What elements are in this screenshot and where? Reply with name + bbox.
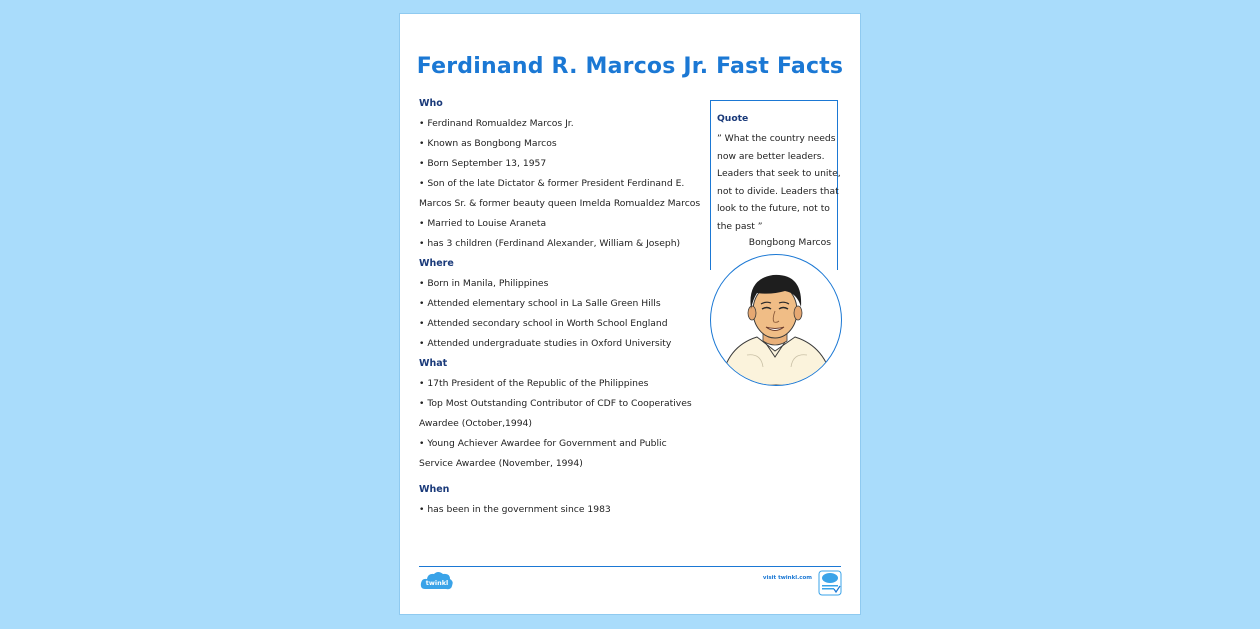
twinkl-logo[interactable]	[420, 570, 454, 592]
page-title: Ferdinand R. Marcos Jr. Fast Facts	[416, 54, 844, 79]
fact-line: • Attended secondary school in Worth School England	[419, 318, 668, 329]
quote-line: the past ”	[717, 220, 763, 232]
fact-line: • Top Most Outstanding Contributor of CDF to Cooperatives	[419, 398, 692, 409]
twinkl-cloud-logo-icon	[420, 570, 454, 592]
quote-author: Bongbong Marcos	[748, 236, 831, 248]
section-when	[419, 482, 709, 522]
fact-line: Service Awardee (November, 1994)	[419, 458, 583, 469]
quote-line: look to the future, not to	[717, 203, 830, 215]
fact-line: Marcos Sr. & former beauty queen Imelda Romualdez Marcos	[419, 198, 701, 209]
portrait-illustration	[710, 254, 842, 386]
fact-line: • Ferdinand Romualdez Marcos Jr.	[419, 118, 574, 129]
logo-text: twinkl	[425, 579, 449, 587]
fact-line: • Born September 13, 1957	[419, 158, 547, 169]
quality-badge-icon	[818, 570, 842, 596]
fact-line: • Son of the late Dictator & former President Ferdinand E.	[419, 178, 685, 189]
quality-badge	[818, 570, 842, 596]
fact-line: • Married to Louise Araneta	[419, 218, 547, 229]
section-who	[419, 96, 709, 256]
footer-divider	[419, 566, 841, 567]
person-portrait-icon	[711, 255, 841, 385]
fact-line: • Attended elementary school in La Salle Green Hills	[419, 298, 661, 309]
visit-link[interactable]: visit twinkl.com	[762, 575, 812, 581]
quote-label: Quote	[717, 113, 749, 124]
quote-line: ” What the country needs	[717, 133, 836, 144]
fact-line: • Born in Manila, Philippines	[419, 278, 549, 289]
fact-line: • 17th President of the Republic of the Philippines	[419, 378, 649, 389]
section-heading: Who	[419, 98, 443, 109]
fact-line: • Known as Bongbong Marcos	[419, 138, 557, 149]
fact-line: • Young Achiever Awardee for Government and Public	[419, 438, 667, 449]
quote-line: not to divide. Leaders that	[717, 185, 839, 197]
fact-line: • has been in the government since 1983	[419, 504, 611, 515]
facts-column	[419, 96, 709, 522]
section-heading: Where	[419, 258, 454, 269]
fact-line: • Attended undergraduate studies in Oxford University	[419, 338, 672, 349]
section-heading: What	[419, 358, 448, 369]
fact-line: Awardee (October,1994)	[419, 418, 532, 429]
section-heading: When	[419, 484, 450, 495]
section-what	[419, 356, 709, 476]
quote-line: Leaders that seek to unite,	[717, 168, 841, 180]
section-where	[419, 256, 709, 356]
fact-line: • has 3 children (Ferdinand Alexander, William & Joseph)	[419, 238, 681, 249]
document-page	[400, 14, 860, 614]
quote-line: now are better leaders.	[717, 150, 825, 162]
quote-box	[710, 100, 841, 270]
